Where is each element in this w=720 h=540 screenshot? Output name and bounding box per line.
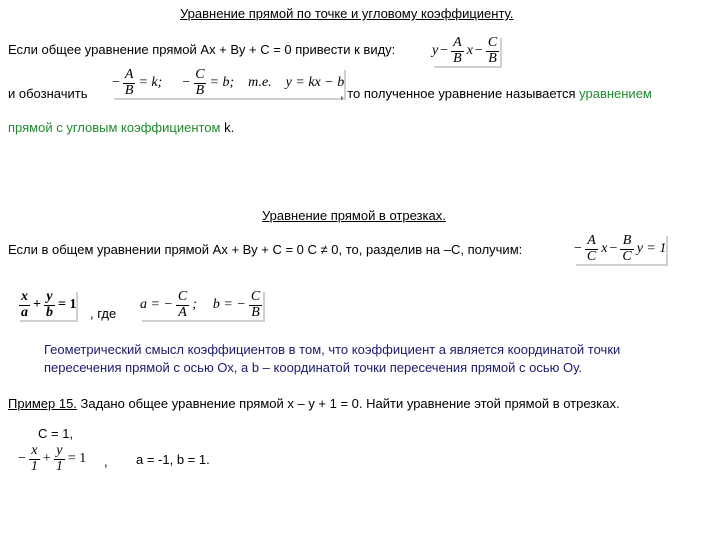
formula-denote: − $\frac{A}{B}$ = k; − $\frac{C}{B}$ = b; т.е. y = kx − b	[112, 67, 345, 98]
formula-divided: − $\frac{A}{C}$ x − $\frac{B}{C}$ y = 1	[574, 233, 667, 264]
text-a-b-values: а = -1, b = 1.	[136, 452, 210, 467]
formula-intercept: $\frac{x}{a}$ + $\frac{y}{b}$ = 1	[18, 290, 76, 320]
text-where: , где	[90, 306, 117, 321]
example-label: Пример 15.	[8, 396, 77, 411]
text-slope-coefficient: прямой с угловым коэффициентом k.	[8, 120, 235, 135]
text-geometric-meaning-1: Геометрический смысл коэффициентов в том, что коэффициент а является координатой точки	[44, 342, 621, 357]
text-obtained-equation: , то полученное уравнение называется уравнением	[340, 86, 652, 101]
text-c-value: С = 1,	[38, 426, 74, 441]
text-general-equation: Если общее уравнение прямой Ах + Ву + С = 0 привести к виду:	[8, 42, 396, 57]
text-example: Пример 15. Задано общее уравнение прямой х – у + 1 = 0. Найти уравнение этой прямой в отрезках.	[8, 396, 620, 411]
text-and-denote: и обозначить	[8, 86, 88, 101]
heading-point-slope: Уравнение прямой по точке и угловому коэффициенту.	[180, 6, 514, 21]
text-geometric-meaning-2: пересечения прямой с осью Ох, а b – координатой точки пересечения прямой с осью Оу.	[44, 360, 582, 375]
formula-slope-form: y − $\frac{A}{B}$ x − $\frac{C}{B}$	[432, 36, 500, 66]
text-dividing: Если в общем уравнении прямой Ах + Ву + С = 0 С ≠ 0, то, разделив на –С, получим:	[8, 242, 523, 257]
formula-example-intercept: − $\frac{x}{1}$ + $\frac{y}{1}$ = 1	[18, 443, 87, 474]
formula-intercept-values: a = − $\frac{C}{A}$ ; b = − $\frac{C}{B}$	[140, 290, 263, 320]
heading-intercept-form: Уравнение прямой в отрезках.	[262, 208, 446, 223]
text-comma: ,	[104, 454, 108, 469]
